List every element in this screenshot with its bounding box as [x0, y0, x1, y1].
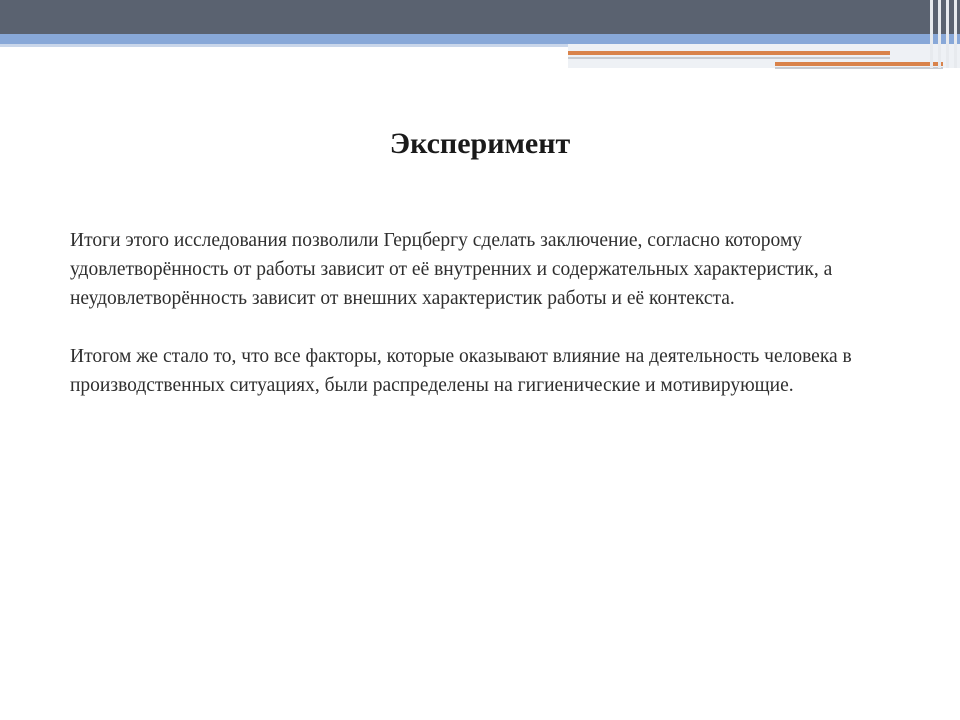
- header-orange-line: [568, 51, 890, 55]
- header-bar: [0, 0, 960, 34]
- stripe: [954, 0, 957, 68]
- slide-body: [70, 226, 890, 429]
- header-blue-band: [0, 34, 960, 44]
- stripe: [930, 0, 933, 68]
- body-paragraph: Итоги этого исследования позволили Герцбергу сделать заключение, согласно которому удовлетворённость от работы зависит от её внутренних и содержательных характеристик, а неудовлетворённость зависит от внешних характеристик работы и её контекста.: [70, 230, 833, 309]
- header-gray-line-short: [775, 67, 943, 69]
- stripe: [938, 0, 941, 68]
- slide-title: Эксперимент: [389, 127, 571, 160]
- header-stripes-decoration: [924, 0, 960, 68]
- header-blue-shadow: [0, 44, 568, 47]
- header-gray-line: [568, 57, 890, 59]
- body-paragraph: Итогом же стало то, что все факторы, которые оказывают влияние на деятельность человека в производственных ситуациях, были распределены на гигиенические и мотивирующие.: [70, 346, 852, 396]
- header-orange-line-short: [775, 62, 943, 66]
- stripe: [946, 0, 949, 68]
